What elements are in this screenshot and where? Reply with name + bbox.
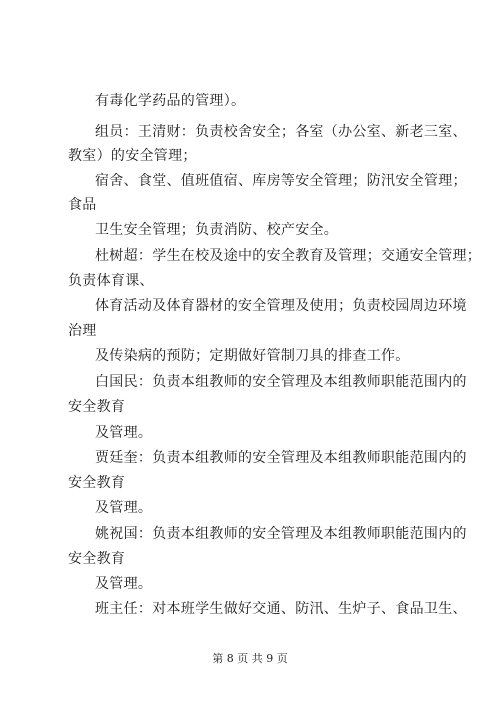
text-line: 治理 — [68, 323, 97, 339]
text-line: 教室）的安全管理； — [68, 148, 197, 164]
text-line: 安全教育 — [68, 475, 126, 491]
text-line: 负责体育课、 — [68, 273, 154, 289]
text-line: 贾廷奎：负责本组教师的安全管理及本组教师职能范围内的 — [95, 450, 467, 466]
text-line: 安全教育 — [68, 551, 126, 567]
page-number: 第 8 页 共 9 页 — [212, 652, 288, 665]
text-line: 杜树超：学生在校及途中的安全教育及管理；交通安全管理； — [95, 248, 482, 264]
text-line: 及管理。 — [95, 576, 153, 592]
text-line: 体育活动及体育器材的安全管理及使用；负责校园周边环境 — [95, 298, 467, 314]
text-line: 宿舍、食堂、值班值宿、库房等安全管理；防汛安全管理； — [95, 173, 467, 189]
text-line: 班主任：对本班学生做好交通、防汛、生炉子、食品卫生、 — [95, 601, 467, 617]
text-line: 卫生安全管理；负责消防、校产安全。 — [95, 222, 339, 238]
text-line: 及传染病的预防；定期做好管制刀具的排查工作。 — [95, 348, 410, 364]
text-line: 食品 — [68, 197, 97, 213]
text-line: 组员：王清财：负责校舍安全；各室（办公室、新老三室、 — [95, 124, 467, 140]
text-line: 有毒化学药品的管理）。 — [95, 93, 246, 109]
text-line: 及管理。 — [95, 500, 153, 516]
text-line: 及管理。 — [95, 425, 153, 441]
text-line: 白国民：负责本组教师的安全管理及本组教师职能范围内的 — [95, 374, 467, 390]
text-line: 安全教育 — [68, 399, 126, 415]
text-line: 姚祝国：负责本组教师的安全管理及本组教师职能范围内的 — [95, 526, 467, 542]
